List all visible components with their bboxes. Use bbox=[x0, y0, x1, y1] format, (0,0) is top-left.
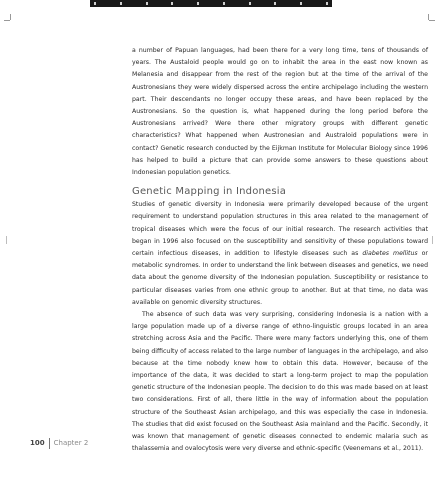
chapter-label: Chapter 2 bbox=[53, 439, 89, 447]
footer-divider bbox=[49, 438, 50, 449]
intro-paragraph: a number of Papuan languages, had been there for a very long time, tens of thousands of years. The Austaloid people would go on to inhabit the area in the east now known as Melanesia and disappear from the rest of the region but at the time of the arrival of the Austronesians they were widely dispersed across the entire archipelago including the western part. Their descendants no longer occupy these areas, and have been replaced by the Austronesians. So the question is, what happened during the long period before the Austronesians arrived? Were there other migratory groups with different genetic characteristics? What happened when Austronesian and Australoid populations were in contact? Genetic research conducted by the Eijkman Institute for Molecular Biology since 1996 has helped to build a picture that can provide some answers to these questions about Indonesian population genetics. bbox=[132, 47, 428, 177]
top-color-bar bbox=[90, 0, 332, 7]
crop-mark bbox=[10, 14, 11, 20]
paragraph-text: Studies of genetic diversity in Indonesia were primarily developed because of the urgent requirement to understand population structures in this area related to the management of tropical diseases which were the focus of our initial research. The research activities that began in 1996 also focused on the susceptibility and sensitivity of these populations toward certain infectious diseases, in addition to lifestyle diseases such as bbox=[132, 201, 428, 258]
page-number: 100 bbox=[30, 439, 45, 447]
crop-mark bbox=[4, 20, 10, 21]
section-paragraph-1 bbox=[132, 199, 428, 309]
page-footer bbox=[30, 437, 88, 449]
section-heading: Genetic Mapping in Indonesia bbox=[132, 186, 287, 198]
crop-mark bbox=[429, 20, 435, 21]
registration-mark bbox=[432, 236, 433, 244]
registration-mark bbox=[6, 236, 7, 244]
italic-term: diabetes mellitus bbox=[362, 250, 418, 258]
paragraph-text: or metabolic syndromes. In order to understand the link between diseases and genetics, we need data about the genome diversity of the Indonesian population. Susceptibility or resistance to particular diseases varies from one ethnic group to another. But at that time, no data was available on genomic diversity structures. bbox=[132, 250, 428, 306]
page-body bbox=[132, 45, 428, 456]
section-paragraph-2: The absence of such data was very surprising, considering Indonesia is a nation with a large population made up of a diverse range of ethno-linguistic groups located in an area stretching across Asia and the Pacific. There were many factors underlying this, one of them being difficulty of access related to the large number of languages in the archipelago, and also because at the time nobody knew how to obtain this data. However, because of the importance of the data, it was decided to start a long-term project to map the population genetic structure of the Indonesian people. The decision to do this was made based on at least two considerations. First of all, there little in the way of information about the population structure of the Southeast Asian archipelago, and this was especially the case in Indonesia. The studies that did exist focused on the Southeast Asia mainland and the Pacific. Secondly, it was known that management of genetic diseases connected to endemic malaria such as thalassemia and ovalocytosis were very diverse and ethnic-specific (Veenemans et al., 2011). bbox=[132, 311, 428, 453]
